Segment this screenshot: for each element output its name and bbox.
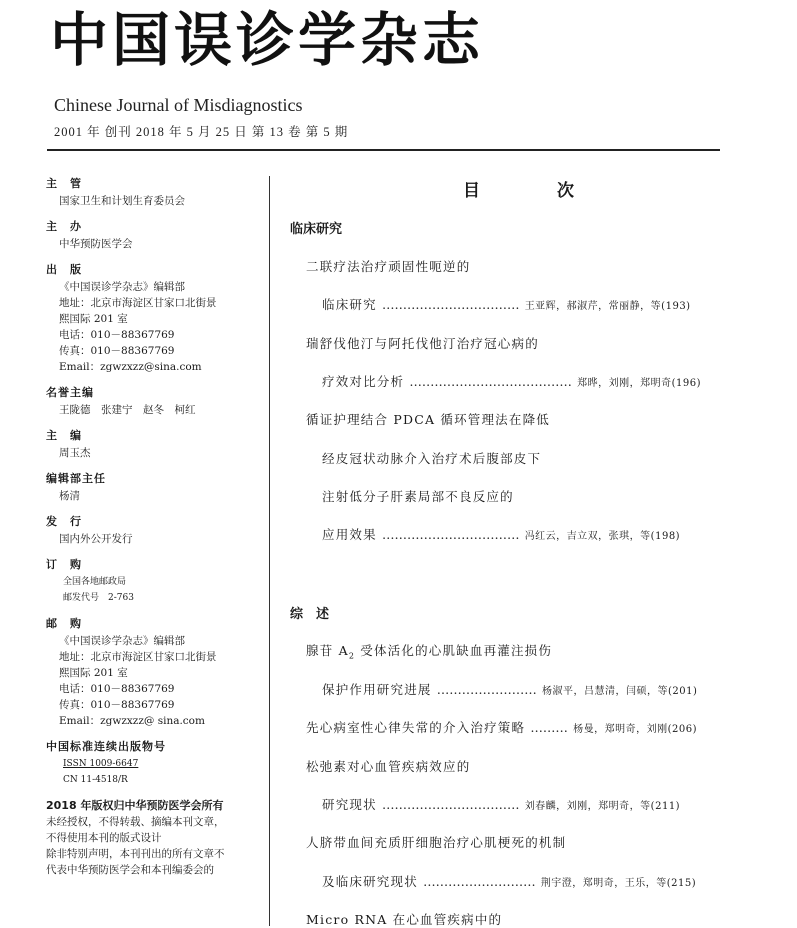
section-heading: 主 管 [46,177,82,190]
toc-entry-link[interactable] [306,718,697,736]
section-line: 《中国误诊学杂志》编辑部 [59,635,185,647]
section-line: 地址：北京市海淀区甘家口北街景 [59,651,217,663]
section-line: 全国各地邮政局 [63,577,127,587]
section-line: 王陇德 张建宁 赵冬 柯红 [59,404,196,416]
toc-entry-title[interactable]: 循证护理结合 PDCA 循环管理法在降低 [306,412,550,427]
entry-title-cont: 研究现状 [322,797,377,812]
supervisor-section [46,176,261,209]
toc-entry-title[interactable] [306,641,552,661]
publication-info: 2001 年 创刊 2018 年 5 月 25 日 第 13 卷 第 5 期 [54,125,349,139]
masthead-sidebar [46,176,261,888]
leader-dots: …………………………… [382,297,520,312]
toc-entry-link[interactable] [322,680,697,698]
subscription-section [46,557,261,606]
entry-authors: 杨淑平，吕慧清，闫硕，等(201) [541,686,698,697]
toc-entry-link[interactable] [322,872,696,890]
leader-dots: …………………… [436,682,537,697]
distribution-section [46,514,261,547]
header-rule [47,149,720,151]
section-line: 地址：北京市海淀区甘家口北街景 [59,297,217,309]
section-heading: 发 行 [46,515,82,528]
subscript: 2 [348,651,356,661]
entry-title-cont: 应用效果 [322,527,377,542]
section-heading: 中国标准连续出版物号 [46,740,166,753]
leader-dots: ………………………………… [409,374,572,389]
publisher-section [46,262,261,375]
column-divider [269,176,270,926]
toc-entry-link[interactable] [322,525,680,543]
honorary-editors-section [46,385,261,418]
entry-authors: 荆宇澄，郑明奇，王乐，等(215) [540,878,697,889]
entry-authors: 杨曼，郑明奇，刘刚(206) [573,724,697,735]
entry-title-cont: 及临床研究现状 [322,874,418,889]
entry-title-cont: 临床研究 [322,297,377,312]
entry-title-part: 腺苷 A [306,643,349,658]
section-line: 电话：010－88367769 [59,329,175,341]
section-line: 传真：010－88367769 [59,699,175,711]
toc-title: 目 次 [463,181,604,201]
journal-title-cn: 中国误诊学杂志 [50,6,485,74]
copyright-line: 未经授权，不得转载、摘编本刊文章， [46,816,225,828]
entry-title-cont: 保护作用研究进展 [322,682,432,697]
toc-entry-title[interactable]: 松弛素对心血管疾病效应的 [306,759,471,774]
sponsor-section [46,219,261,252]
leader-dots: ……… [530,720,568,735]
section-heading: 主 办 [46,220,82,233]
section-line: 传真：010－88367769 [59,345,175,357]
toc-entry-title-cont[interactable]: 经皮冠状动脉介入治疗术后腹部皮下 [322,451,542,466]
entry-authors: 冯红云，吉立双，张琪，等(198) [524,531,681,542]
section-heading: 订 购 [46,558,82,571]
journal-title-en: Chinese Journal of Misdiagnostics [54,95,303,115]
entry-title-part: 受体活化的心肌缺血再灌注损伤 [355,643,553,658]
serial-number-section [46,739,261,788]
section-heading: 邮 购 [46,617,82,630]
copyright-line: 除非特别声明，本刊刊出的所有文章不 [46,848,225,860]
entry-title-cont: 疗效对比分析 [322,374,405,389]
copyright-heading: 2018 年版权归中华预防医学会所有 [46,799,224,812]
toc-entry-title[interactable]: 人脐带血间充质肝细胞治疗心肌梗死的机制 [306,835,567,850]
toc-entry-title-cont[interactable]: 注射低分子肝素局部不良反应的 [322,489,514,504]
section-line: 熙国际 201 室 [59,667,128,679]
issn-number: ISSN 1009-6647 [63,759,139,769]
email-link[interactable]: Email：zgwzxzz@sina.com [59,361,202,373]
email-link[interactable]: Email：zgwzxzz@ sina.com [59,715,205,727]
leader-dots: …………………………… [382,527,520,542]
entry-authors: 郑晔，刘刚，郑明奇(196) [577,378,701,389]
mail-order-section [46,616,261,729]
copyright-line: 不得使用本刊的版式设计 [46,832,162,844]
toc-entry-title[interactable]: Micro RNA 在心血管疾病中的 [306,912,503,927]
entry-authors: 王亚辉，郝淑芹，常丽静，等(193) [524,301,691,312]
section-heading: 名誉主编 [46,386,94,399]
section-line: 邮发代号 2-763 [63,593,134,603]
copyright-line: 代表中华预防医学会和本刊编委会的 [46,864,214,876]
toc-entry-title[interactable]: 瑞舒伐他汀与阿托伐他汀治疗冠心病的 [306,336,539,351]
cn-number: CN 11-4518/R [63,775,128,785]
section-line: 熙国际 201 室 [59,313,128,325]
entry-title: 先心病室性心律失常的介入治疗策略 [306,720,526,735]
section-line: 电话：010－88367769 [59,683,175,695]
toc-entry-link[interactable] [322,795,680,813]
leader-dots: …………………………… [382,797,520,812]
leader-dots: ……………………… [423,874,536,889]
toc-entry-link[interactable] [322,372,701,390]
category-clinical: 临床研究 [290,222,343,237]
section-heading: 主 编 [46,429,82,442]
editor-in-chief-section [46,428,261,461]
section-line: 杨清 [59,490,80,502]
toc-entry-title[interactable]: 二联疗法治疗顽固性呃逆的 [306,259,471,274]
section-line: 《中国误诊学杂志》编辑部 [59,281,185,293]
section-line: 中华预防医学会 [59,238,133,250]
section-line: 国家卫生和计划生育委员会 [59,195,185,207]
category-review: 综 述 [290,607,330,622]
toc-entry-link[interactable] [322,295,691,313]
section-line: 周玉杰 [59,447,91,459]
section-heading: 出 版 [46,263,82,276]
section-line: 国内外公开发行 [59,533,133,545]
entry-authors: 刘春麟，刘刚，郑明奇，等(211) [524,801,681,812]
office-director-section [46,471,261,504]
section-heading: 编辑部主任 [46,472,106,485]
copyright-section [46,798,261,878]
